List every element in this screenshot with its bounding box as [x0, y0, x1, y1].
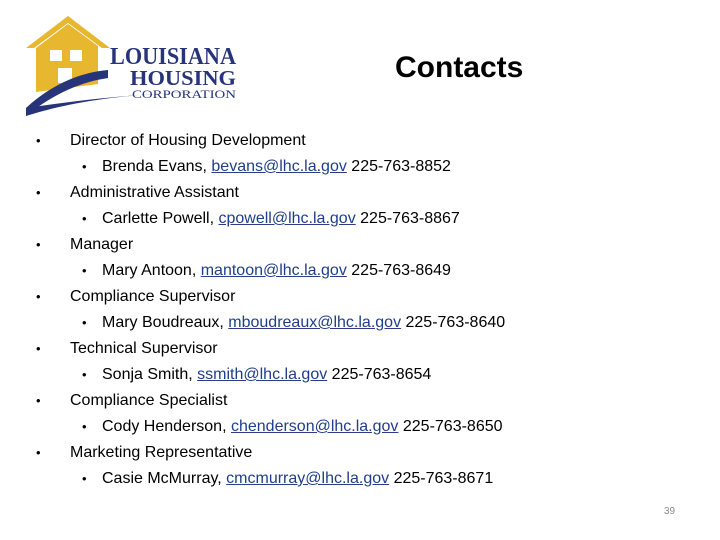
contact-name: Mary Boudreaux,: [102, 314, 229, 331]
person-details: [102, 466, 493, 492]
contact-item: [0, 440, 720, 492]
person-details: [102, 154, 451, 180]
role-line: [0, 128, 720, 154]
person-details: [102, 206, 460, 232]
contact-phone: 225-763-8867: [355, 210, 460, 227]
contact-item: [0, 128, 720, 180]
bullet-icon: •: [82, 471, 87, 486]
logo-line-housing: HOUSING: [130, 66, 236, 90]
person-line: [0, 414, 720, 440]
contact-phone: 225-763-8671: [389, 470, 494, 487]
bullet-icon: •: [36, 237, 41, 252]
contact-phone: 225-763-8852: [346, 158, 451, 175]
bullet-icon: •: [36, 185, 41, 200]
bullet-icon: •: [36, 393, 41, 408]
contact-item: [0, 232, 720, 284]
contact-name: Cody Henderson,: [102, 418, 231, 435]
contact-email-link[interactable]: cmcmurray@lhc.la.gov: [226, 470, 390, 487]
bullet-icon: •: [82, 419, 87, 434]
role-line: [0, 284, 720, 310]
person-details: [102, 362, 431, 388]
person-line: [0, 466, 720, 492]
contact-name: Carlette Powell,: [102, 210, 219, 227]
person-details: [102, 258, 451, 284]
role-line: [0, 336, 720, 362]
person-line: [0, 206, 720, 232]
bullet-icon: •: [82, 367, 87, 382]
bullet-icon: •: [36, 289, 41, 304]
contact-role: Compliance Supervisor: [70, 288, 236, 305]
contact-email-link[interactable]: mboudreaux@lhc.la.gov: [228, 314, 402, 331]
role-line: [0, 440, 720, 466]
contact-phone: 225-763-8650: [398, 418, 503, 435]
page-title: Contacts: [395, 51, 524, 84]
bullet-icon: •: [36, 133, 41, 148]
role-line: [0, 232, 720, 258]
contact-email-link[interactable]: cpowell@lhc.la.gov: [218, 210, 356, 227]
contact-name: Brenda Evans,: [102, 158, 212, 175]
contact-role: Manager: [70, 236, 134, 253]
bullet-icon: •: [82, 211, 87, 226]
bullet-icon: •: [36, 341, 41, 356]
contact-phone: 225-763-8654: [327, 366, 432, 383]
contact-email-link[interactable]: bevans@lhc.la.gov: [211, 158, 347, 175]
person-details: [102, 414, 503, 440]
contact-role: Administrative Assistant: [70, 184, 239, 201]
bullet-icon: •: [82, 263, 87, 278]
contact-item: [0, 336, 720, 388]
contact-role: Marketing Representative: [70, 444, 253, 461]
person-line: [0, 362, 720, 388]
contact-email-link[interactable]: ssmith@lhc.la.gov: [197, 366, 328, 383]
page-number: 39: [664, 506, 676, 517]
bullet-icon: •: [82, 159, 87, 174]
contact-name: Sonja Smith,: [102, 366, 198, 383]
contact-list: [0, 128, 720, 492]
role-line: [0, 180, 720, 206]
contact-role: Compliance Specialist: [70, 392, 228, 409]
bullet-icon: •: [82, 315, 87, 330]
contact-role: Director of Housing Development: [70, 132, 306, 149]
louisiana-housing-corporation-logo: [24, 12, 254, 122]
contact-phone: 225-763-8649: [346, 262, 451, 279]
contact-item: [0, 388, 720, 440]
logo-line-louisiana: LOUISIANA: [110, 44, 237, 70]
logo-line-corporation: CORPORATION: [132, 87, 237, 101]
contact-email-link[interactable]: chenderson@lhc.la.gov: [230, 418, 399, 435]
person-line: [0, 154, 720, 180]
person-line: [0, 310, 720, 336]
contact-phone: 225-763-8640: [401, 314, 506, 331]
person-details: [102, 310, 505, 336]
role-line: [0, 388, 720, 414]
contact-name: Mary Antoon,: [102, 262, 201, 279]
contact-item: [0, 284, 720, 336]
contact-item: [0, 180, 720, 232]
contact-email-link[interactable]: mantoon@lhc.la.gov: [200, 262, 347, 279]
person-line: [0, 258, 720, 284]
contact-role: Technical Supervisor: [70, 340, 218, 357]
contact-name: Casie McMurray,: [102, 470, 227, 487]
bullet-icon: •: [36, 445, 41, 460]
